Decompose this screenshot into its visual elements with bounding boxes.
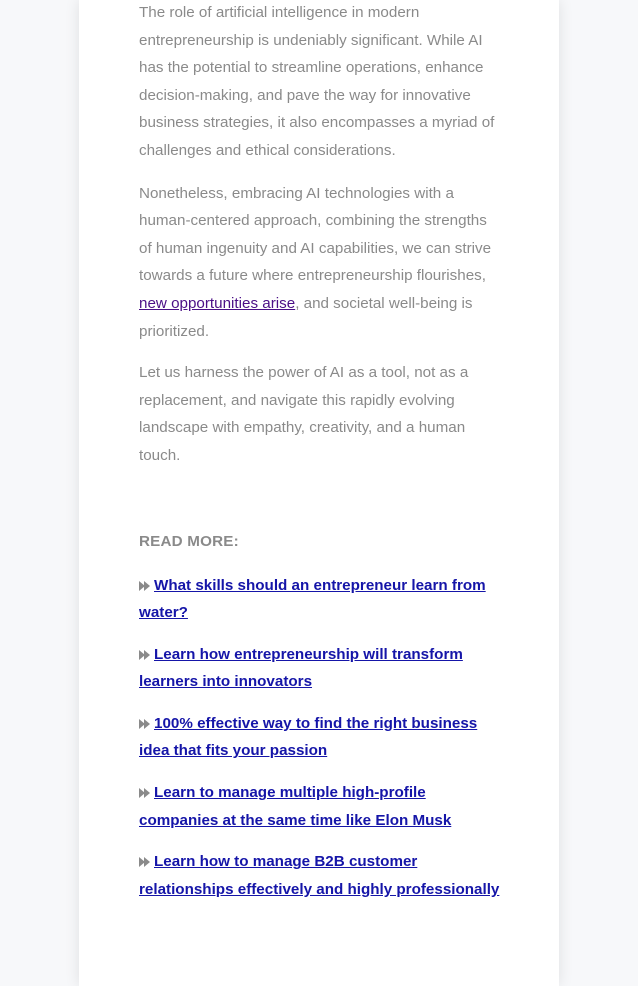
list-item [139,710,501,765]
new-opportunities-link[interactable]: new opportunities arise [139,294,296,312]
read-more-link[interactable]: Learn to manage multiple high-profile companies at the same time like Elon Musk [139,784,452,829]
paragraph-text: , and societal well-being is prioritized. [139,294,473,340]
read-more-link[interactable]: What skills should an entrepreneur learn from water? [139,576,486,622]
read-more-heading: READ MORE: [139,532,239,550]
double-arrow-icon [139,788,151,798]
article-content [139,0,501,903]
double-arrow-icon [139,857,151,867]
list-item [139,641,501,696]
list-item [139,848,501,903]
paragraph-conclusion: Let us harness the power of AI as a tool, not as a replacement, and navigate this rapidly evolving landscape with empathy, creativity, and a human touch. [139,364,469,464]
paragraph-human-centered [139,180,501,346]
double-arrow-icon [139,719,151,729]
read-more-list [139,572,501,904]
double-arrow-icon [139,581,151,591]
paragraph-ai-role: The role of artificial intelligence in modern entrepreneurship is undeniably significant. While AI has the potential to streamline operations, enhance decision-making, and pave the way for innovative business strategies, it also encompasses a myriad of challenges and ethical considerations. [139,4,495,159]
double-arrow-icon [139,650,151,660]
list-item [139,572,501,627]
paragraph-text: Nonetheless, embracing AI technologies with a human-centered approach, combining the strengths of human ingenuity and AI capabilities, we can strive towards a future where entrepreneurship flourishes, [139,184,492,285]
read-more-link[interactable]: Learn how to manage B2B customer relationships effectively and highly professionally [139,853,500,898]
read-more-link[interactable]: 100% effective way to find the right business idea that fits your passion [139,714,478,760]
list-item [139,779,501,834]
read-more-link[interactable]: Learn how entrepreneurship will transform learners into innovators [139,645,463,691]
article-card [79,0,559,986]
